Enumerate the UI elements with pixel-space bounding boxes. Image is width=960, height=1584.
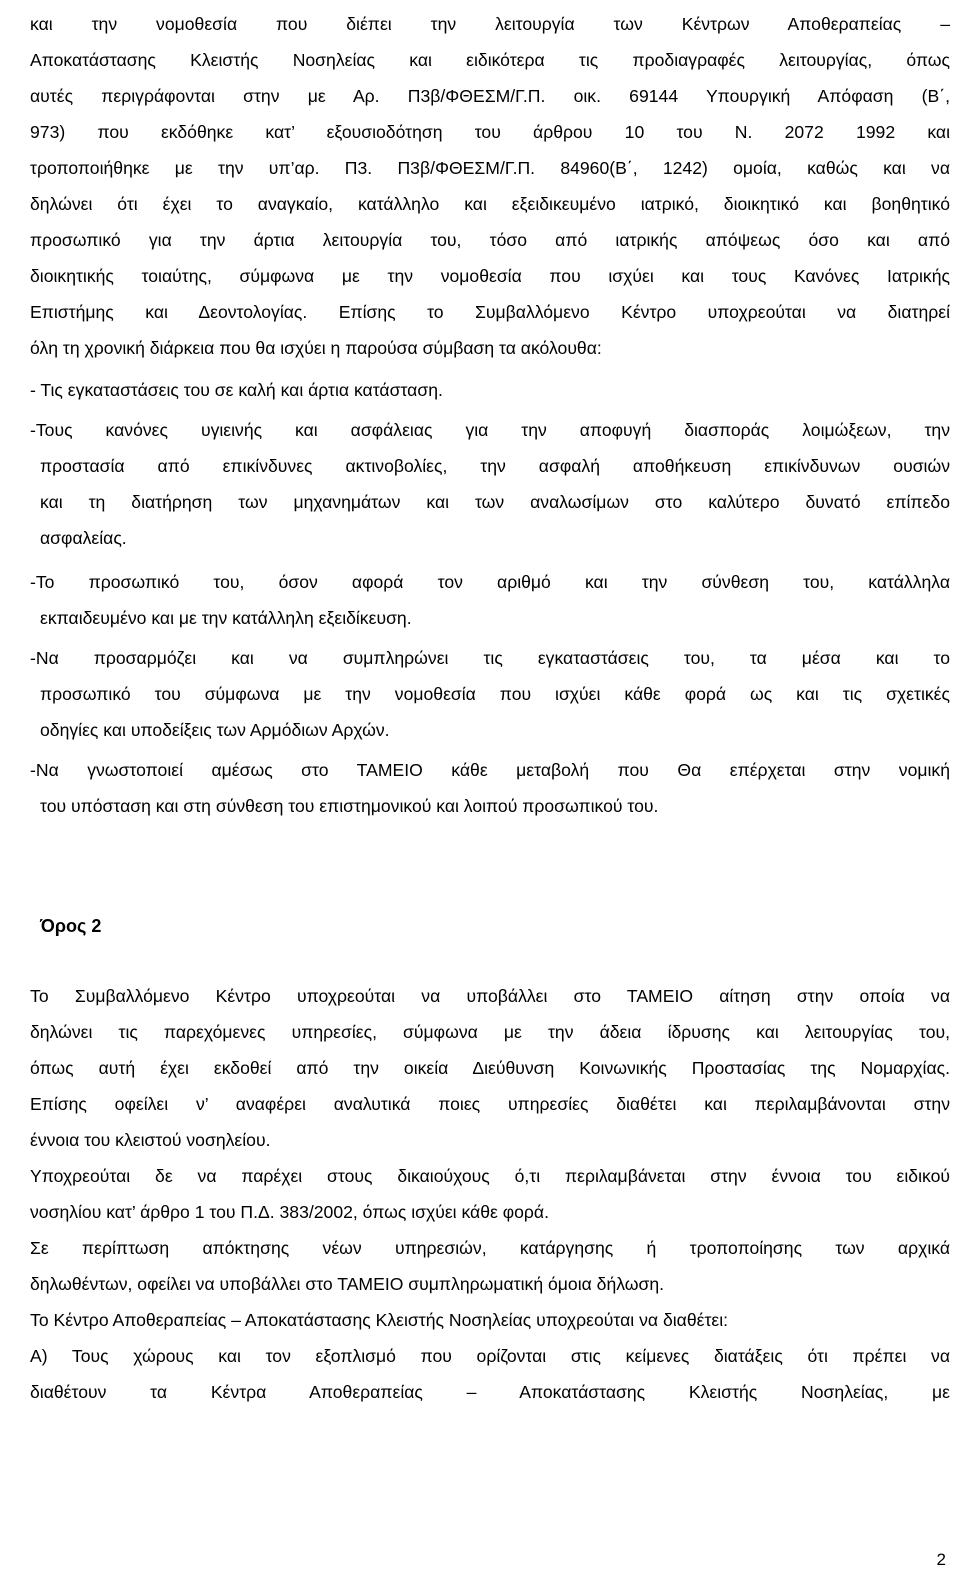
intro-paragraph [30,6,950,366]
text-line: νοσηλίου κατ’ άρθρο 1 του Π.Δ. 383/2002, όπως ισχύει κάθε φορά. [30,1202,549,1222]
page-number: 2 [936,1550,946,1569]
text-line: αυτές περιγράφονται στην με Αρ. Π3β/ΦΘΕΣΜ/Γ.Π. οικ. 69144 Υπουργική Απόφαση (Β΄, [30,86,950,106]
list-item [30,372,950,408]
text-line: Το Κέντρο Αποθεραπείας – Αποκατάστασης Κλειστής Νοσηλείας υποχρεούται να διαθέτει: [30,1310,729,1330]
text-line: -Το προσωπικό του, όσον αφορά τον αριθμό και την σύνθεση του, κατάλληλα [30,572,950,592]
text-line: δηλώνει ότι έχει το αναγκαίο, κατάλληλο και εξειδικευμένο ιατρικό, διοικητικό και βοηθητικό [30,194,950,214]
text-line: Επιστήμης και Δεοντολογίας. Επίσης το Συμβαλλόμενο Κέντρο υποχρεούται να διατηρεί [30,302,950,322]
text-line: -Να γνωστοποιεί αμέσως στο ΤΑΜΕΙΟ κάθε μεταβολή που Θα επέρχεται στην νομική [30,760,950,780]
text-line: προστασία από επικίνδυνες ακτινοβολίες, την ασφαλή αποθήκευση επικίνδυνων ουσιών [40,456,950,476]
text-line: -Τους κανόνες υγιεινής και ασφάλειας για την αποφυγή διασποράς λοιμώξεων, την [30,420,950,440]
text-line: Υποχρεούται δε να παρέχει στους δικαιούχους ό,τι περιλαμβάνεται στην έννοια του ειδικού [30,1166,950,1186]
list-item [30,752,950,824]
text-line: έννοια του κλειστού νοσηλείου. [30,1130,271,1150]
text-line: όπως αυτή έχει εκδοθεί από την οικεία Διεύθυνση Κοινωνικής Προστασίας της Νομαρχίας. [30,1058,950,1078]
text-line: ασφαλείας. [40,528,127,548]
text-line: 973) που εκδόθηκε κατ’ εξουσιοδότηση του άρθρου 10 του Ν. 2072 1992 και [30,122,950,142]
text-line: Αποκατάστασης Κλειστής Νοσηλείας και ειδικότερα τις προδιαγραφές λειτουργίας, όπως [30,50,950,70]
text-line: Επίσης οφείλει ν’ αναφέρει αναλυτικά ποιες υπηρεσίες διαθέτει και περιλαμβάνονται στην [30,1094,950,1114]
text-line: εκπαιδευμένο και με την κατάλληλη εξειδίκευση. [40,608,412,628]
text-line: Το Συμβαλλόμενο Κέντρο υποχρεούται να υποβάλλει στο ΤΑΜΕΙΟ αίτηση στην οποία να [30,986,950,1006]
text-line: διαθέτουν τα Κέντρα Αποθεραπείας – Αποκατάστασης Κλειστής Νοσηλείας, με [30,1382,950,1402]
text-line: Σε περίπτωση απόκτησης νέων υπηρεσιών, κατάργησης ή τροποποίησης των αρχικά [30,1238,950,1258]
text-line: όλη τη χρονική διάρκεια που θα ισχύει η παρούσα σύμβαση τα ακόλουθα: [30,338,602,358]
text-line: και την νομοθεσία που διέπει την λειτουργία των Κέντρων Αποθεραπείας – [30,14,950,34]
text-line: - Τις εγκαταστάσεις του σε καλή και άρτια κατάσταση. [30,380,443,400]
text-line: δηλωθέντων, οφείλει να υποβάλλει στο ΤΑΜΕΙΟ συμπληρωματική όμοια δήλωση. [30,1274,665,1294]
list-item [30,640,950,748]
text-line: διοικητικής τοιαύτης, σύμφωνα με την νομοθεσία που ισχύει και τους Κανόνες Ιατρικής [30,266,950,286]
list-item [30,412,950,556]
list-item [30,564,950,636]
text-line: οδηγίες και υποδείξεις των Αρμόδιων Αρχών. [40,720,390,740]
text-line: Α) Τους χώρους και τον εξοπλισμό που ορίζονται στις κείμενες διατάξεις ότι πρέπει να [30,1346,950,1366]
text-line: του υπόσταση και στη σύνθεση του επιστημονικού και λοιπού προσωπικού του. [40,796,659,816]
text-line: προσωπικό για την άρτια λειτουργία του, τόσο από ιατρικής απόψεως όσο και από [30,230,950,250]
text-line: τροποποιήθηκε με την υπ’αρ. Π3. Π3β/ΦΘΕΣΜ/Γ.Π. 84960(Β΄, 1242) ομοία, καθώς και να [30,158,950,178]
text-line: προσωπικό του σύμφωνα με την νομοθεσία που ισχύει κάθε φορά ως και τις σχετικές [40,684,950,704]
text-line: δηλώνει τις παρεχόμενες υπηρεσίες, σύμφωνα με την άδεια ίδρυσης και λειτουργίας του, [30,1022,950,1042]
section-paragraph [30,978,950,1410]
section-heading: Όρος 2 [40,916,102,936]
text-line: και τη διατήρηση των μηχανημάτων και των αναλωσίμων στο καλύτερο δυνατό επίπεδο [40,492,950,512]
text-line: -Να προσαρμόζει και να συμπληρώνει τις εγκαταστάσεις του, τα μέσα και το [30,648,950,668]
